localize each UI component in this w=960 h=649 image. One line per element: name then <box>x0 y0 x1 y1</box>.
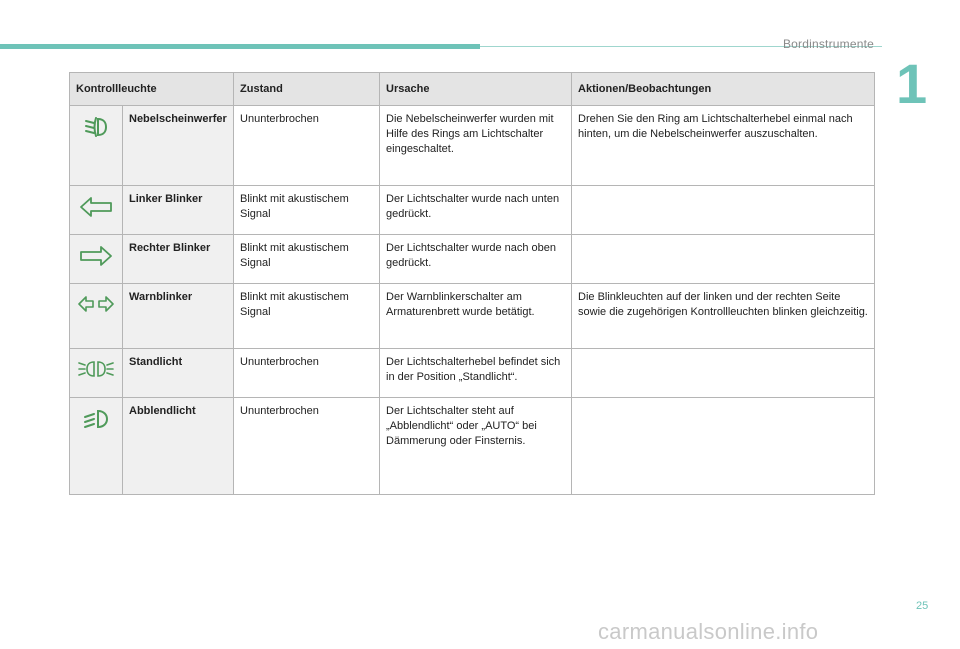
page-number: 25 <box>916 600 929 612</box>
indicator-state: Blinkt mit akustischem Signal <box>234 235 380 284</box>
indicator-action: Drehen Sie den Ring am Lichtschalterhebel einmal nach hinten, um die Nebelscheinwerfer auszuschalten. <box>572 106 875 186</box>
front-fog-light-icon <box>84 116 108 138</box>
column-header-state: Zustand <box>234 73 380 106</box>
indicator-name: Warnblinker <box>123 284 234 349</box>
indicator-name: Abblendlicht <box>123 398 234 495</box>
indicator-icon-cell <box>70 284 123 349</box>
indicator-state: Ununterbrochen <box>234 349 380 398</box>
indicator-icon-cell <box>70 106 123 186</box>
indicator-cause: Der Warnblinkerschalter am Armaturenbrett wurde betätigt. <box>380 284 572 349</box>
table-row <box>70 284 875 349</box>
indicator-cause: Der Lichtschalter wurde nach unten gedrückt. <box>380 186 572 235</box>
indicator-cause: Die Nebelscheinwerfer wurden mit Hilfe des Rings am Lichtschalter eingeschaltet. <box>380 106 572 186</box>
table-row <box>70 106 875 186</box>
watermark: carmanualsonline.info <box>598 619 819 644</box>
indicator-icon-cell <box>70 349 123 398</box>
table-row <box>70 235 875 284</box>
indicator-icon-cell <box>70 398 123 495</box>
column-header-action: Aktionen/Beobachtungen <box>572 73 875 106</box>
right-turn-signal-icon <box>79 245 113 267</box>
table-row <box>70 398 875 495</box>
indicator-action <box>572 398 875 495</box>
indicator-name: Linker Blinker <box>123 186 234 235</box>
indicator-table <box>69 72 875 495</box>
indicator-state: Ununterbrochen <box>234 398 380 495</box>
indicator-name: Rechter Blinker <box>123 235 234 284</box>
header-accent-bar <box>0 44 480 49</box>
indicator-state: Ununterbrochen <box>234 106 380 186</box>
table-header-row <box>70 73 875 106</box>
indicator-name: Standlicht <box>123 349 234 398</box>
column-header-indicator: Kontrollleuchte <box>70 73 234 106</box>
table-row <box>70 186 875 235</box>
indicator-cause: Der Lichtschalter wurde nach oben gedrückt. <box>380 235 572 284</box>
indicator-name: Nebelscheinwerfer <box>123 106 234 186</box>
indicator-state: Blinkt mit akustischem Signal <box>234 284 380 349</box>
hazard-lights-icon <box>78 294 114 314</box>
section-title: Bordinstrumente <box>782 37 874 51</box>
indicator-state: Blinkt mit akustischem Signal <box>234 186 380 235</box>
indicator-icon-cell <box>70 235 123 284</box>
indicator-action: Die Blinkleuchten auf der linken und der rechten Seite sowie die zugehörigen Kontrollleuchten blinken gleichzeitig. <box>572 284 875 349</box>
left-turn-signal-icon <box>79 196 113 218</box>
chapter-number: 1 <box>896 52 928 115</box>
indicator-action <box>572 235 875 284</box>
indicator-action <box>572 349 875 398</box>
dipped-beam-icon <box>83 408 109 430</box>
table-row <box>70 349 875 398</box>
indicator-cause: Der Lichtschalter steht auf „Abblendlicht“ oder „AUTO“ bei Dämmerung oder Finsternis. <box>380 398 572 495</box>
column-header-cause: Ursache <box>380 73 572 106</box>
indicator-icon-cell <box>70 186 123 235</box>
side-lights-icon <box>78 359 114 379</box>
indicator-cause: Der Lichtschalterhebel befindet sich in der Position „Standlicht“. <box>380 349 572 398</box>
indicator-action <box>572 186 875 235</box>
